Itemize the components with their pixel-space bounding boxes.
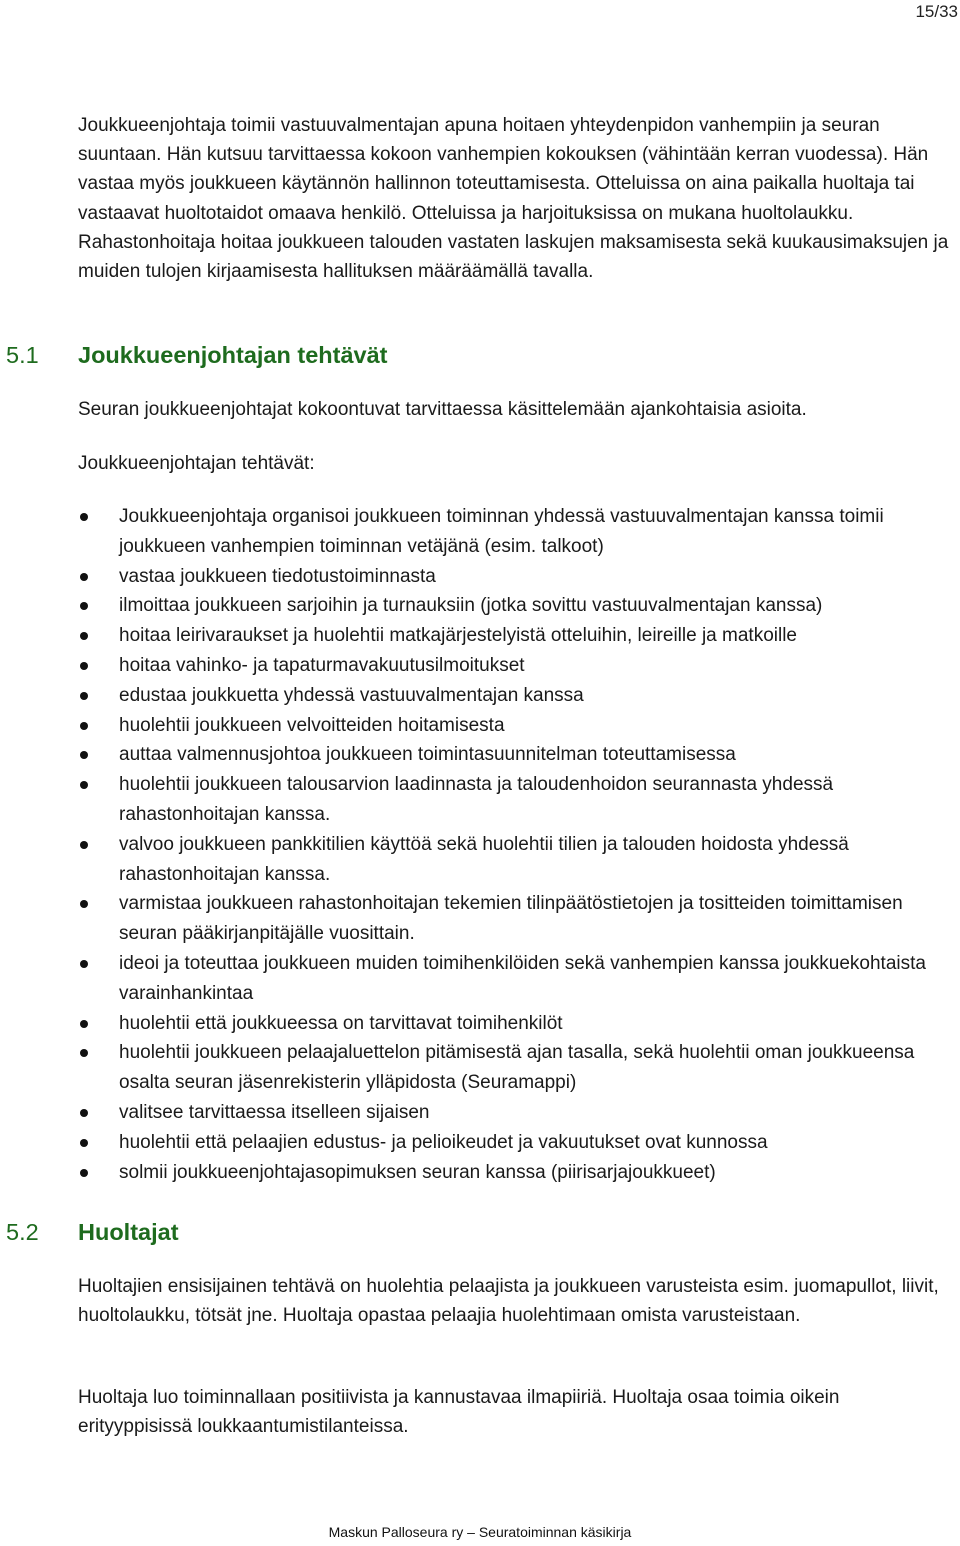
task-list-item [78, 502, 950, 562]
bullet-icon [80, 1169, 88, 1177]
bullet-icon [80, 573, 88, 581]
task-list-item [78, 889, 950, 949]
task-text: huolehtii että pelaajien edustus- ja pelioikeudet ja vakuutukset ovat kunnossa [119, 1131, 768, 1153]
task-text: varmistaa joukkueen rahastonhoitajan tekemien tilinpäätöstietojen ja tositteiden toimittamisen seuran pääkirjanpitäjälle vuosittain. [119, 893, 903, 945]
bullet-icon [80, 632, 88, 640]
task-text: Joukkueenjohtaja organisoi joukkueen toiminnan yhdessä vastuuvalmentajan kanssa toimii joukkueen vanhempien toiminnan vetäjänä (esim. talkoot) [119, 506, 884, 557]
bullet-icon [80, 960, 88, 968]
section-5-2-paragraph-2: Huoltaja luo toiminnallaan positiivista ja kannustavaa ilmapiiriä. Huoltaja osaa toimia oikein erityyppisissä loukkaantumistilanteissa. [78, 1387, 840, 1438]
section-5-2-paragraph-1: Huoltajien ensisijainen tehtävä on huolehtia pelaajista ja joukkueen varusteista esim. juomapullot, liivit, huoltolaukku, tötsät jne. Huoltaja opastaa pelaajia huolehtimaan omista varusteistaan. [78, 1276, 939, 1327]
task-list-item [78, 711, 950, 741]
task-list-item [78, 591, 950, 621]
section-number: 5.1 [6, 342, 39, 368]
bullet-icon [80, 1139, 88, 1147]
bullet-icon [80, 751, 88, 759]
bullet-icon [80, 662, 88, 670]
task-list-item [78, 1038, 950, 1098]
page-number: 15/33 [915, 2, 958, 21]
section-5-1-paragraph: Seuran joukkueenjohtajat kokoontuvat tarvittaessa käsittelemään ajankohtaisia asioita. [78, 399, 807, 420]
bullet-icon [80, 781, 88, 789]
bullet-icon [80, 513, 88, 521]
task-list-item [78, 830, 950, 890]
task-text: ilmoittaa joukkueen sarjoihin ja turnauksiin (jotka sovittu vastuuvalmentajan kanssa) [119, 595, 823, 617]
task-list-item [78, 1098, 950, 1128]
task-list-item [78, 1128, 950, 1158]
task-text: valvoo joukkueen pankkitilien käyttöä sekä huolehtii tilien ja talouden hoidosta yhdessä rahastonhoitajan kanssa. [119, 833, 849, 885]
task-list-item [78, 740, 950, 770]
task-text: vastaa joukkueen tiedotustoiminnasta [119, 565, 436, 587]
task-text: hoitaa vahinko- ja tapaturmavakuutusilmoitukset [119, 654, 525, 676]
task-text: huolehtii joukkueen velvoitteiden hoitamisesta [119, 714, 505, 736]
bullet-icon [80, 1020, 88, 1028]
task-text: ideoi ja toteuttaa joukkueen muiden toimihenkilöiden sekä vanhempien kanssa joukkuekohtaista varainhankintaa [119, 952, 926, 1004]
page-footer: Maskun Palloseura ry – Seuratoiminnan käsikirja [328, 1524, 632, 1540]
task-list-item [78, 1009, 950, 1039]
section-number: 5.2 [6, 1219, 39, 1245]
bullet-icon [80, 602, 88, 610]
task-list-item [78, 949, 950, 1009]
task-list-item [78, 651, 950, 681]
bullet-icon [80, 722, 88, 730]
task-list-item [78, 770, 950, 830]
section-title: Huoltajat [78, 1219, 179, 1245]
section-heading-5-2 [6, 1217, 179, 1247]
task-list-intro: Joukkueenjohtajan tehtävät: [78, 453, 315, 474]
section-heading-5-1 [6, 340, 388, 370]
task-list-item [78, 681, 950, 711]
task-text: huolehtii että joukkueessa on tarvittavat toimihenkilöt [119, 1012, 563, 1034]
task-text: auttaa valmennusjohtoa joukkueen toimintasuunnitelman toteuttamisessa [119, 744, 736, 766]
task-list [78, 502, 950, 1187]
bullet-icon [80, 900, 88, 908]
task-text: edustaa joukkuetta yhdessä vastuuvalmentajan kanssa [119, 684, 584, 706]
task-text: huolehtii joukkueen pelaajaluettelon pitämisestä ajan tasalla, sekä huolehtii oman joukkueensa osalta seuran jäsenrekisterin ylläpidosta (Seuramappi) [119, 1042, 915, 1094]
task-list-item [78, 621, 950, 651]
task-text: valitsee tarvittaessa itselleen sijaisen [119, 1101, 430, 1123]
intro-paragraph: Joukkueenjohtaja toimii vastuuvalmentajan apuna hoitaen yhteydenpidon vanhempiin ja seuran suuntaan. Hän kutsuu tarvittaessa kokoon vanhempien kokouksen (vähintään kerran vuodessa). Hän vastaa myös joukkueen käytännön hallinnon toteuttamisesta. Otteluissa on aina paikalla huoltaja tai vastaavat huoltotaidot omaava henkilö. Otteluissa ja harjoituksissa on mukana huoltolaukku. Rahastonhoitaja hoitaa joukkueen talouden vastaten laskujen maksamisesta sekä kuukausimaksujen ja muiden tulojen kirjaamisesta hallituksen määräämällä tavalla. [78, 115, 949, 283]
task-list-item [78, 1158, 950, 1188]
bullet-icon [80, 841, 88, 849]
task-text: solmii joukkueenjohtajasopimuksen seuran kanssa (piirisarjajoukkueet) [119, 1161, 716, 1183]
task-text: huolehtii joukkueen talousarvion laadinnasta ja taloudenhoidon seurannasta yhdessä rahastonhoitajan kanssa. [119, 774, 834, 825]
section-title: Joukkueenjohtajan tehtävät [78, 342, 388, 368]
task-text: hoitaa leirivaraukset ja huolehtii matkajärjestelyistä otteluihin, leireille ja matkoille [119, 625, 797, 647]
bullet-icon [80, 692, 88, 700]
bullet-icon [80, 1049, 88, 1057]
task-list-item [78, 562, 950, 592]
bullet-icon [80, 1109, 88, 1117]
